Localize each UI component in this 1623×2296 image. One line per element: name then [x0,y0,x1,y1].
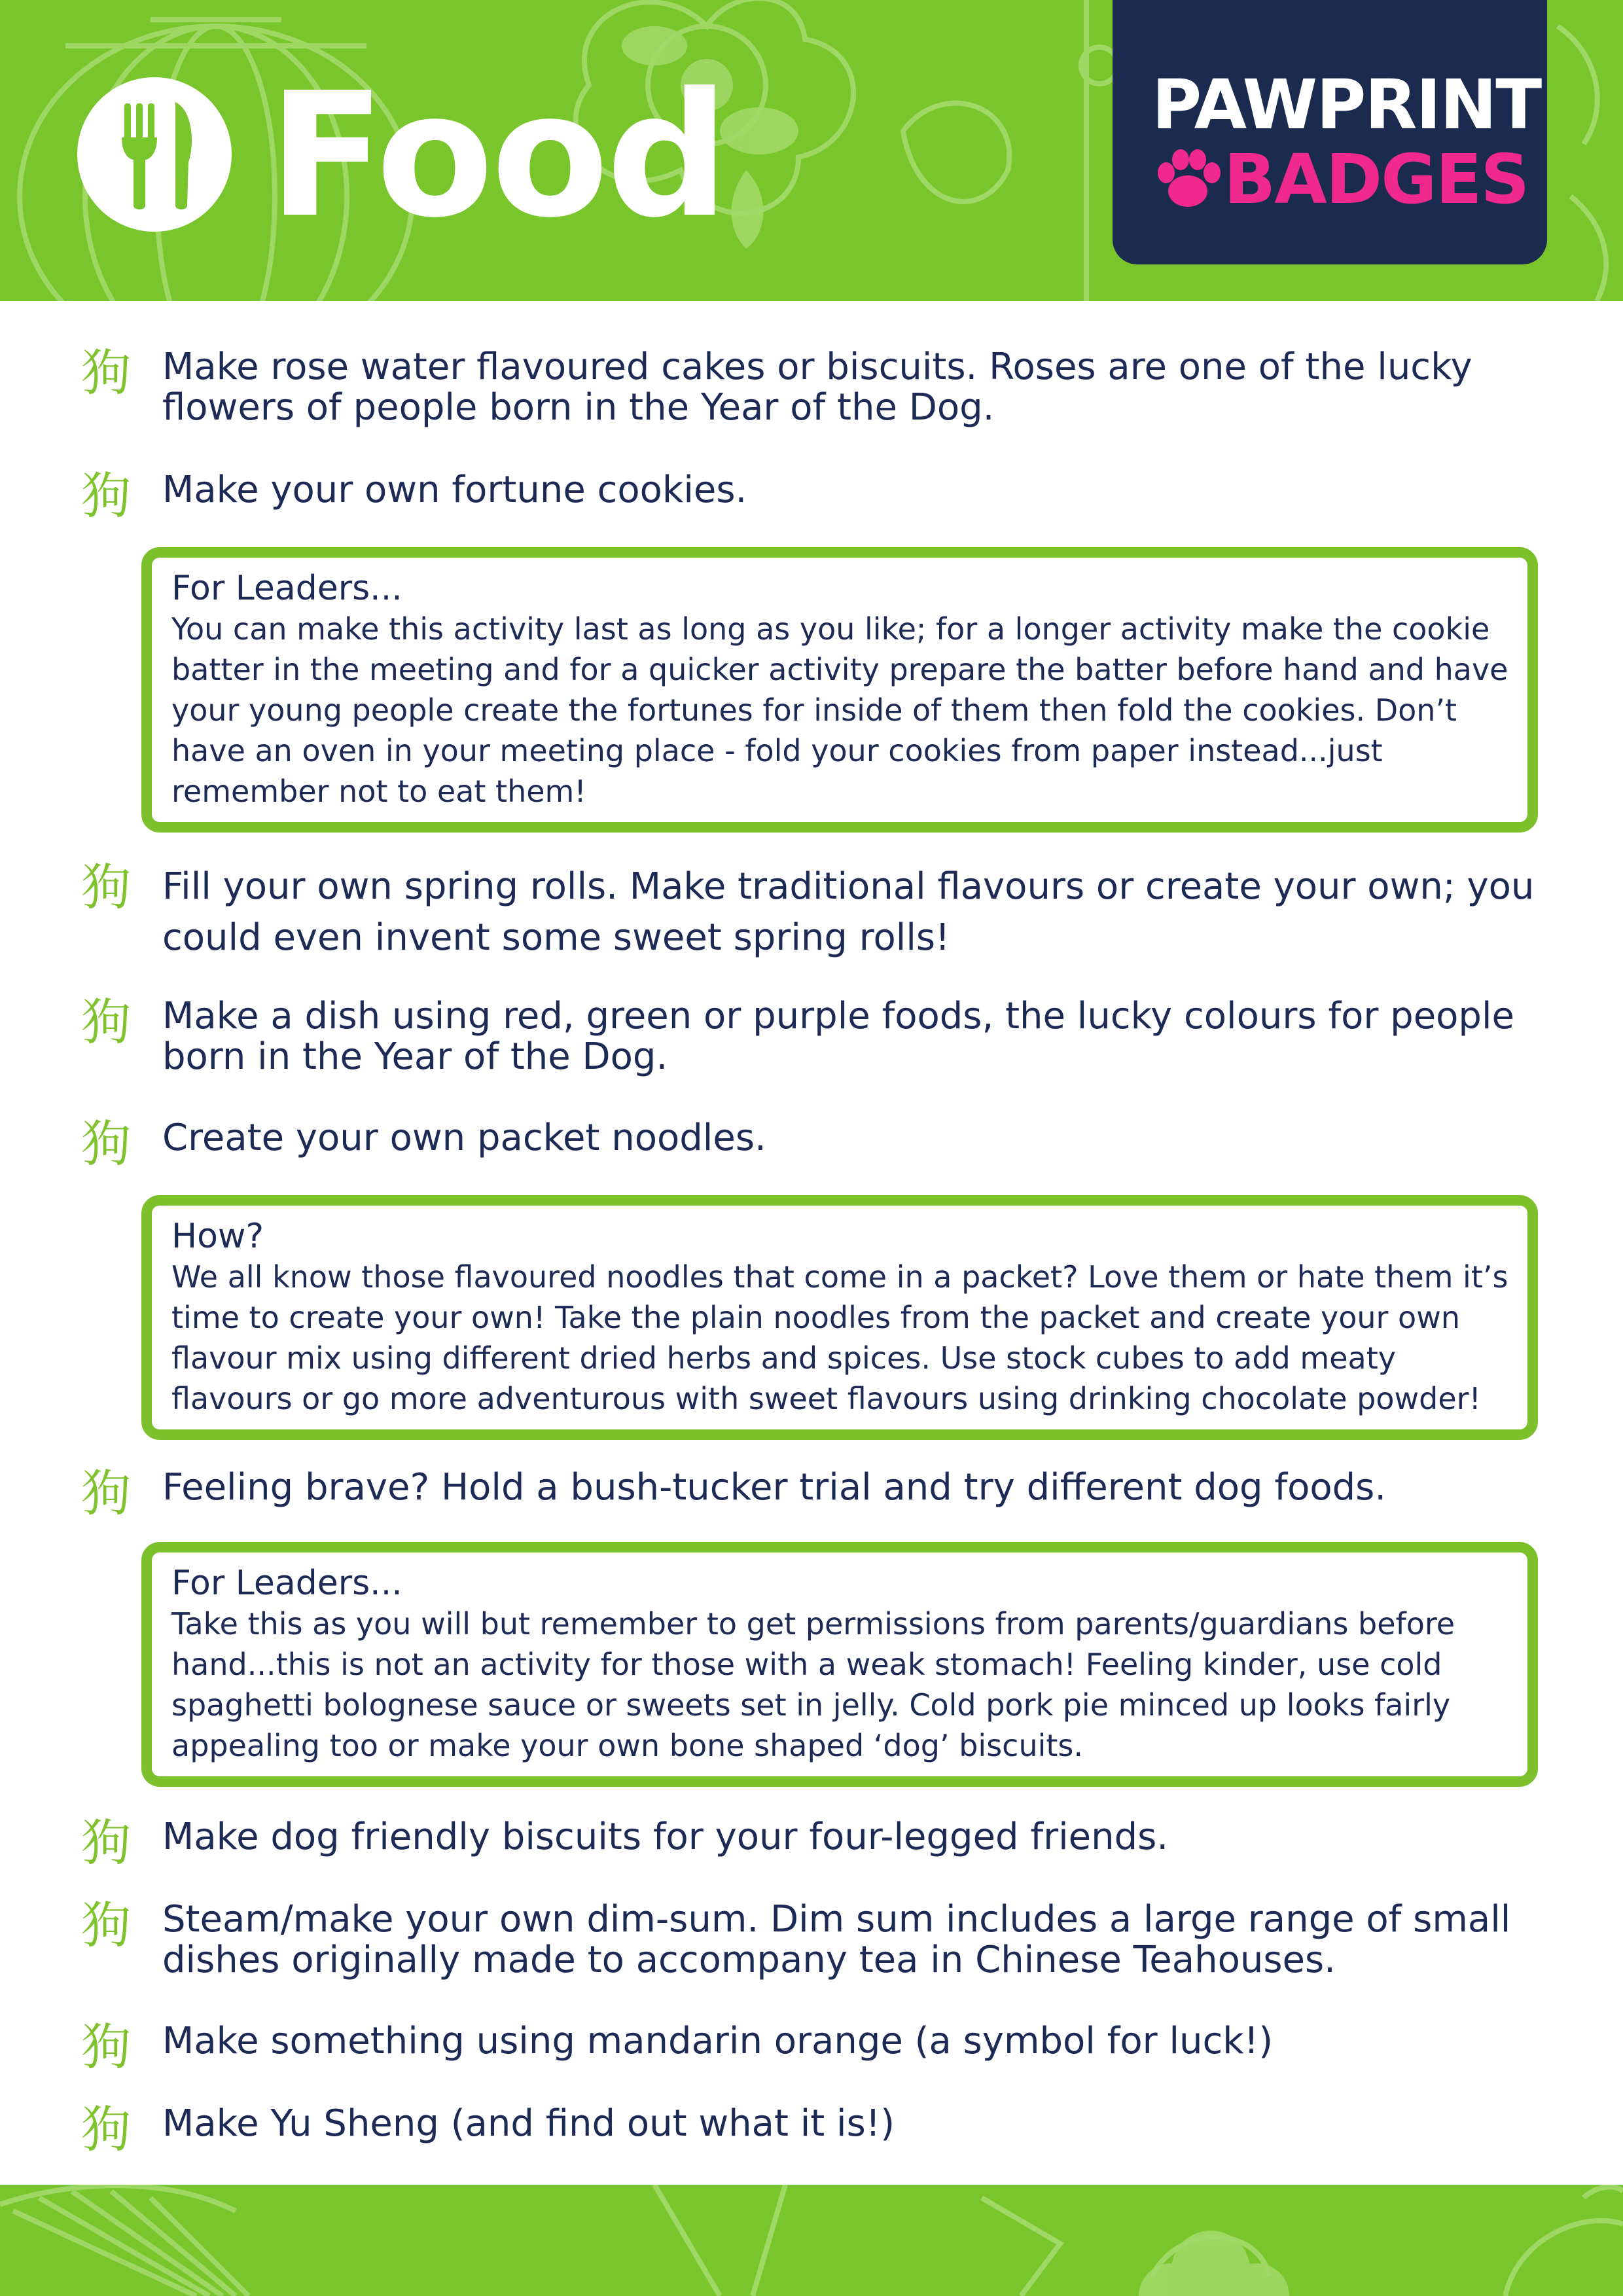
list-item-text: Create your own packet noodles. [162,1117,766,1159]
dog-character-bullet-icon: 狗 [81,1464,131,1522]
note-box-how [141,1195,1538,1440]
list-item-text: Make your own fortune cookies. [162,469,747,511]
list-item-text: Feeling brave? Hold a bush-tucker trial and try different dog foods. [162,1466,1387,1509]
note-heading: For Leaders... [171,569,402,608]
list-item-text: Make Yu Sheng (and find out what it is!) [162,2102,895,2145]
dog-character-bullet-icon: 狗 [81,2100,131,2159]
note-body: You can make this activity last as long as you like; for a longer activity make the cookie batter in the meeting and for a quicker activity prepare the batter before hand and have your young people create the fortunes for inside of them then fold the cookies. Don’t have an oven in your meeting place - fold your cookies from paper instead...just remember not to eat them! [171,611,1508,809]
list-item-text: Make dog friendly biscuits for your four-legged friends. [162,1816,1169,1858]
header-banner [0,0,1623,301]
note-body: We all know those flavoured noodles that come in a packet? Love them or hate them it’s time to create your own! Take the plain noodles from the packet and create your own flavour mix using different dried herbs and spices. Use stock cubes to add meaty flavours or go more adventurous with sweet flavours using drinking chocolate powder! [171,1259,1508,1416]
page-title: Food [268,56,726,255]
pawprint-badges-logo [1113,0,1547,264]
dog-character-bullet-icon: 狗 [81,1115,131,1173]
dog-character-bullet-icon: 狗 [81,1814,131,1872]
note-box-for-leaders-2 [141,1542,1538,1787]
paw-print-icon [1152,148,1224,211]
dog-character-bullet-icon: 狗 [81,1896,131,1954]
list-item-text: Fill your own spring rolls. Make traditional flavours or create your own; you could even invent some sweet spring rolls! [162,865,1535,959]
footer-banner [0,2185,1623,2296]
list-item-text: Make something using mandarin orange (a symbol for luck!) [162,2020,1274,2062]
note-box-for-leaders [141,547,1538,833]
note-heading: For Leaders... [171,1564,402,1603]
logo-line-pawprint: PAWPRINT [1152,65,1541,145]
dog-character-bullet-icon: 狗 [81,993,131,1051]
note-heading: How? [171,1217,264,1256]
dog-character-bullet-icon: 狗 [81,2018,131,2076]
note-body: Take this as you will but remember to get permissions from parents/guardians before hand...this is not an activity for those with a weak stomach! Feeling kinder, use cold spaghetti bolognese sauce or sweets set in jelly. Cold pork pie minced up looks fairly appealing too or make your own bone shaped ‘dog’ biscuits. [171,1606,1455,1763]
dog-character-bullet-icon: 狗 [81,344,131,402]
list-item-text: Make rose water flavoured cakes or biscuits. Roses are one of the lucky flowers of people born in the Year of the Dog. [162,346,1472,429]
fork-knife-icon [77,77,232,232]
list-item-text: Steam/make your own dim-sum. Dim sum includes a large range of small dishes originally made to accompany tea in Chinese Teahouses. [162,1898,1511,1981]
logo-line-badges: BADGES [1224,139,1529,219]
fan-flower-pattern-decoration [0,2185,1623,2296]
dog-character-bullet-icon: 狗 [81,858,131,916]
list-item-text: Make a dish using red, green or purple foods, the lucky colours for people born in the Year of the Dog. [162,995,1514,1078]
dog-character-bullet-icon: 狗 [81,467,131,525]
